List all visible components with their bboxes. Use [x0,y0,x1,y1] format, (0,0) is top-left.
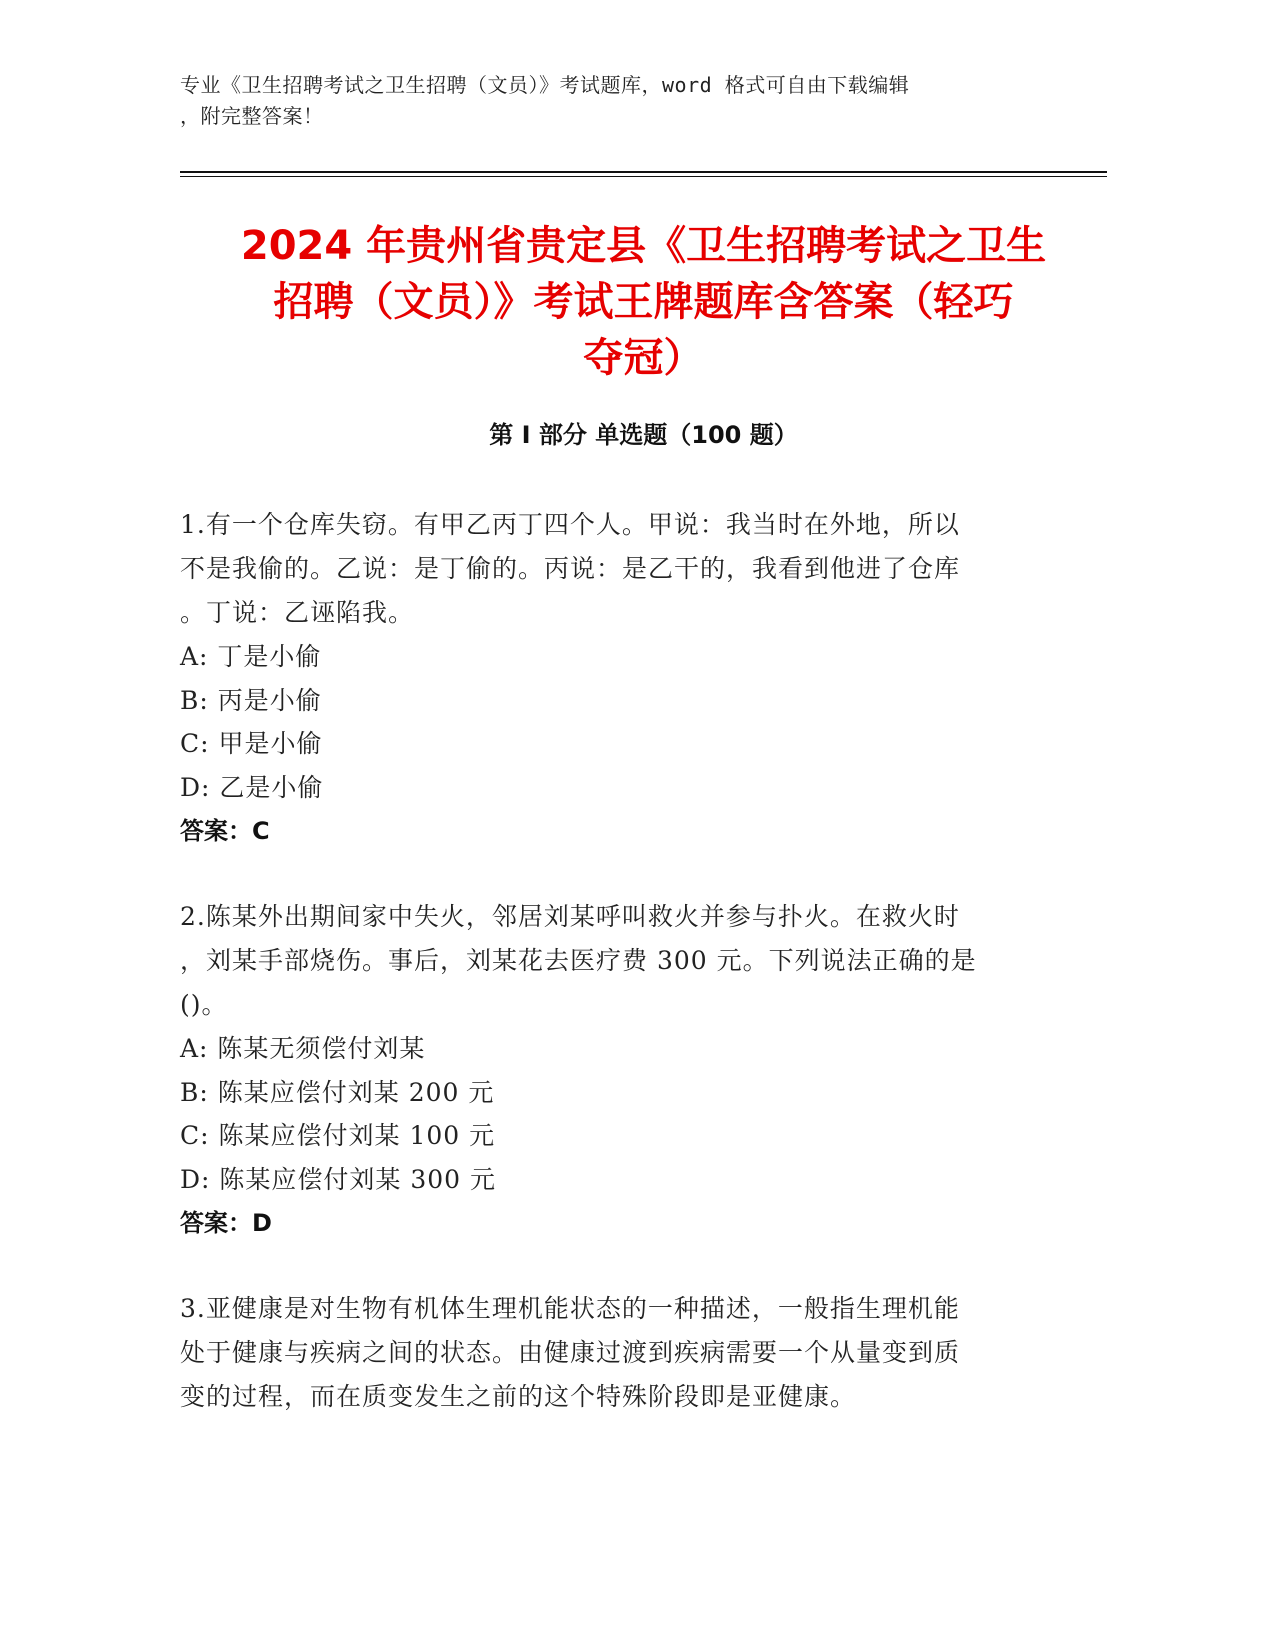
title-line: 夺冠） [583,335,704,381]
option-d: D: 乙是小偷 [180,772,324,802]
stem-line: 3.亚健康是对生物有机体生理机能状态的一种描述，一般指生理机能 [180,1294,960,1323]
title-line: 2024 年贵州省贵定县《卫生招聘考试之卫生 [240,223,1047,269]
option-c: C: 陈某应偿付刘某 100 元 [180,1121,496,1150]
header-divider-thin [180,176,1107,177]
question-stem [180,1287,1020,1419]
header-note-line: 专业《卫生招聘考试之卫生招聘（文员）》考试题库，word 格式可自由下载编辑 [180,73,910,97]
stem-line: 处于健康与疾病之间的状态。由健康过渡到疾病需要一个从量变到质 [180,1338,961,1367]
question-stem [180,503,1020,635]
stem-line: 变的过程，而在质变发生之前的这个特殊阶段即是亚健康。 [180,1382,857,1411]
header-note [180,70,1080,132]
header-note-line: ，附完整答案！ [180,104,324,128]
answer: 答案：D [180,1209,272,1237]
option-a: A: 陈某无须偿付刘某 [180,1034,426,1063]
option-c: C: 甲是小偷 [180,729,323,758]
option-d: D: 陈某应偿付刘某 300 元 [180,1164,497,1194]
stem-line: 不是我偷的。乙说：是丁偷的。丙说：是乙干的，我看到他进了仓库 [180,554,961,583]
option-b: B: 丙是小偷 [180,685,322,715]
question-3 [180,1287,1020,1419]
option-b: B: 陈某应偿付刘某 200 元 [180,1077,495,1107]
stem-line: 。丁说：乙诬陷我。 [180,598,415,627]
option-a: A: 丁是小偷 [180,642,322,671]
question-2 [180,895,1020,1245]
stem-line: ()。 [180,990,228,1019]
question-stem [180,895,1020,1027]
section-title: 第 I 部分 单选题（100 题） [489,421,798,449]
answer: 答案：C [180,817,270,845]
stem-line: ，刘某手部烧伤。事后，刘某花去医疗费 300 元。下列说法正确的是 [180,946,977,975]
header-divider-thick [180,171,1107,173]
stem-line: 1.有一个仓库失窃。有甲乙丙丁四个人。甲说：我当时在外地，所以 [180,510,960,539]
document-title [180,218,1107,386]
stem-line: 2.陈某外出期间家中失火，邻居刘某呼叫救火并参与扑火。在救火时 [180,902,960,931]
question-1 [180,503,1020,853]
title-line: 招聘（文员）》考试王牌题库含答案（轻巧 [273,279,1014,325]
